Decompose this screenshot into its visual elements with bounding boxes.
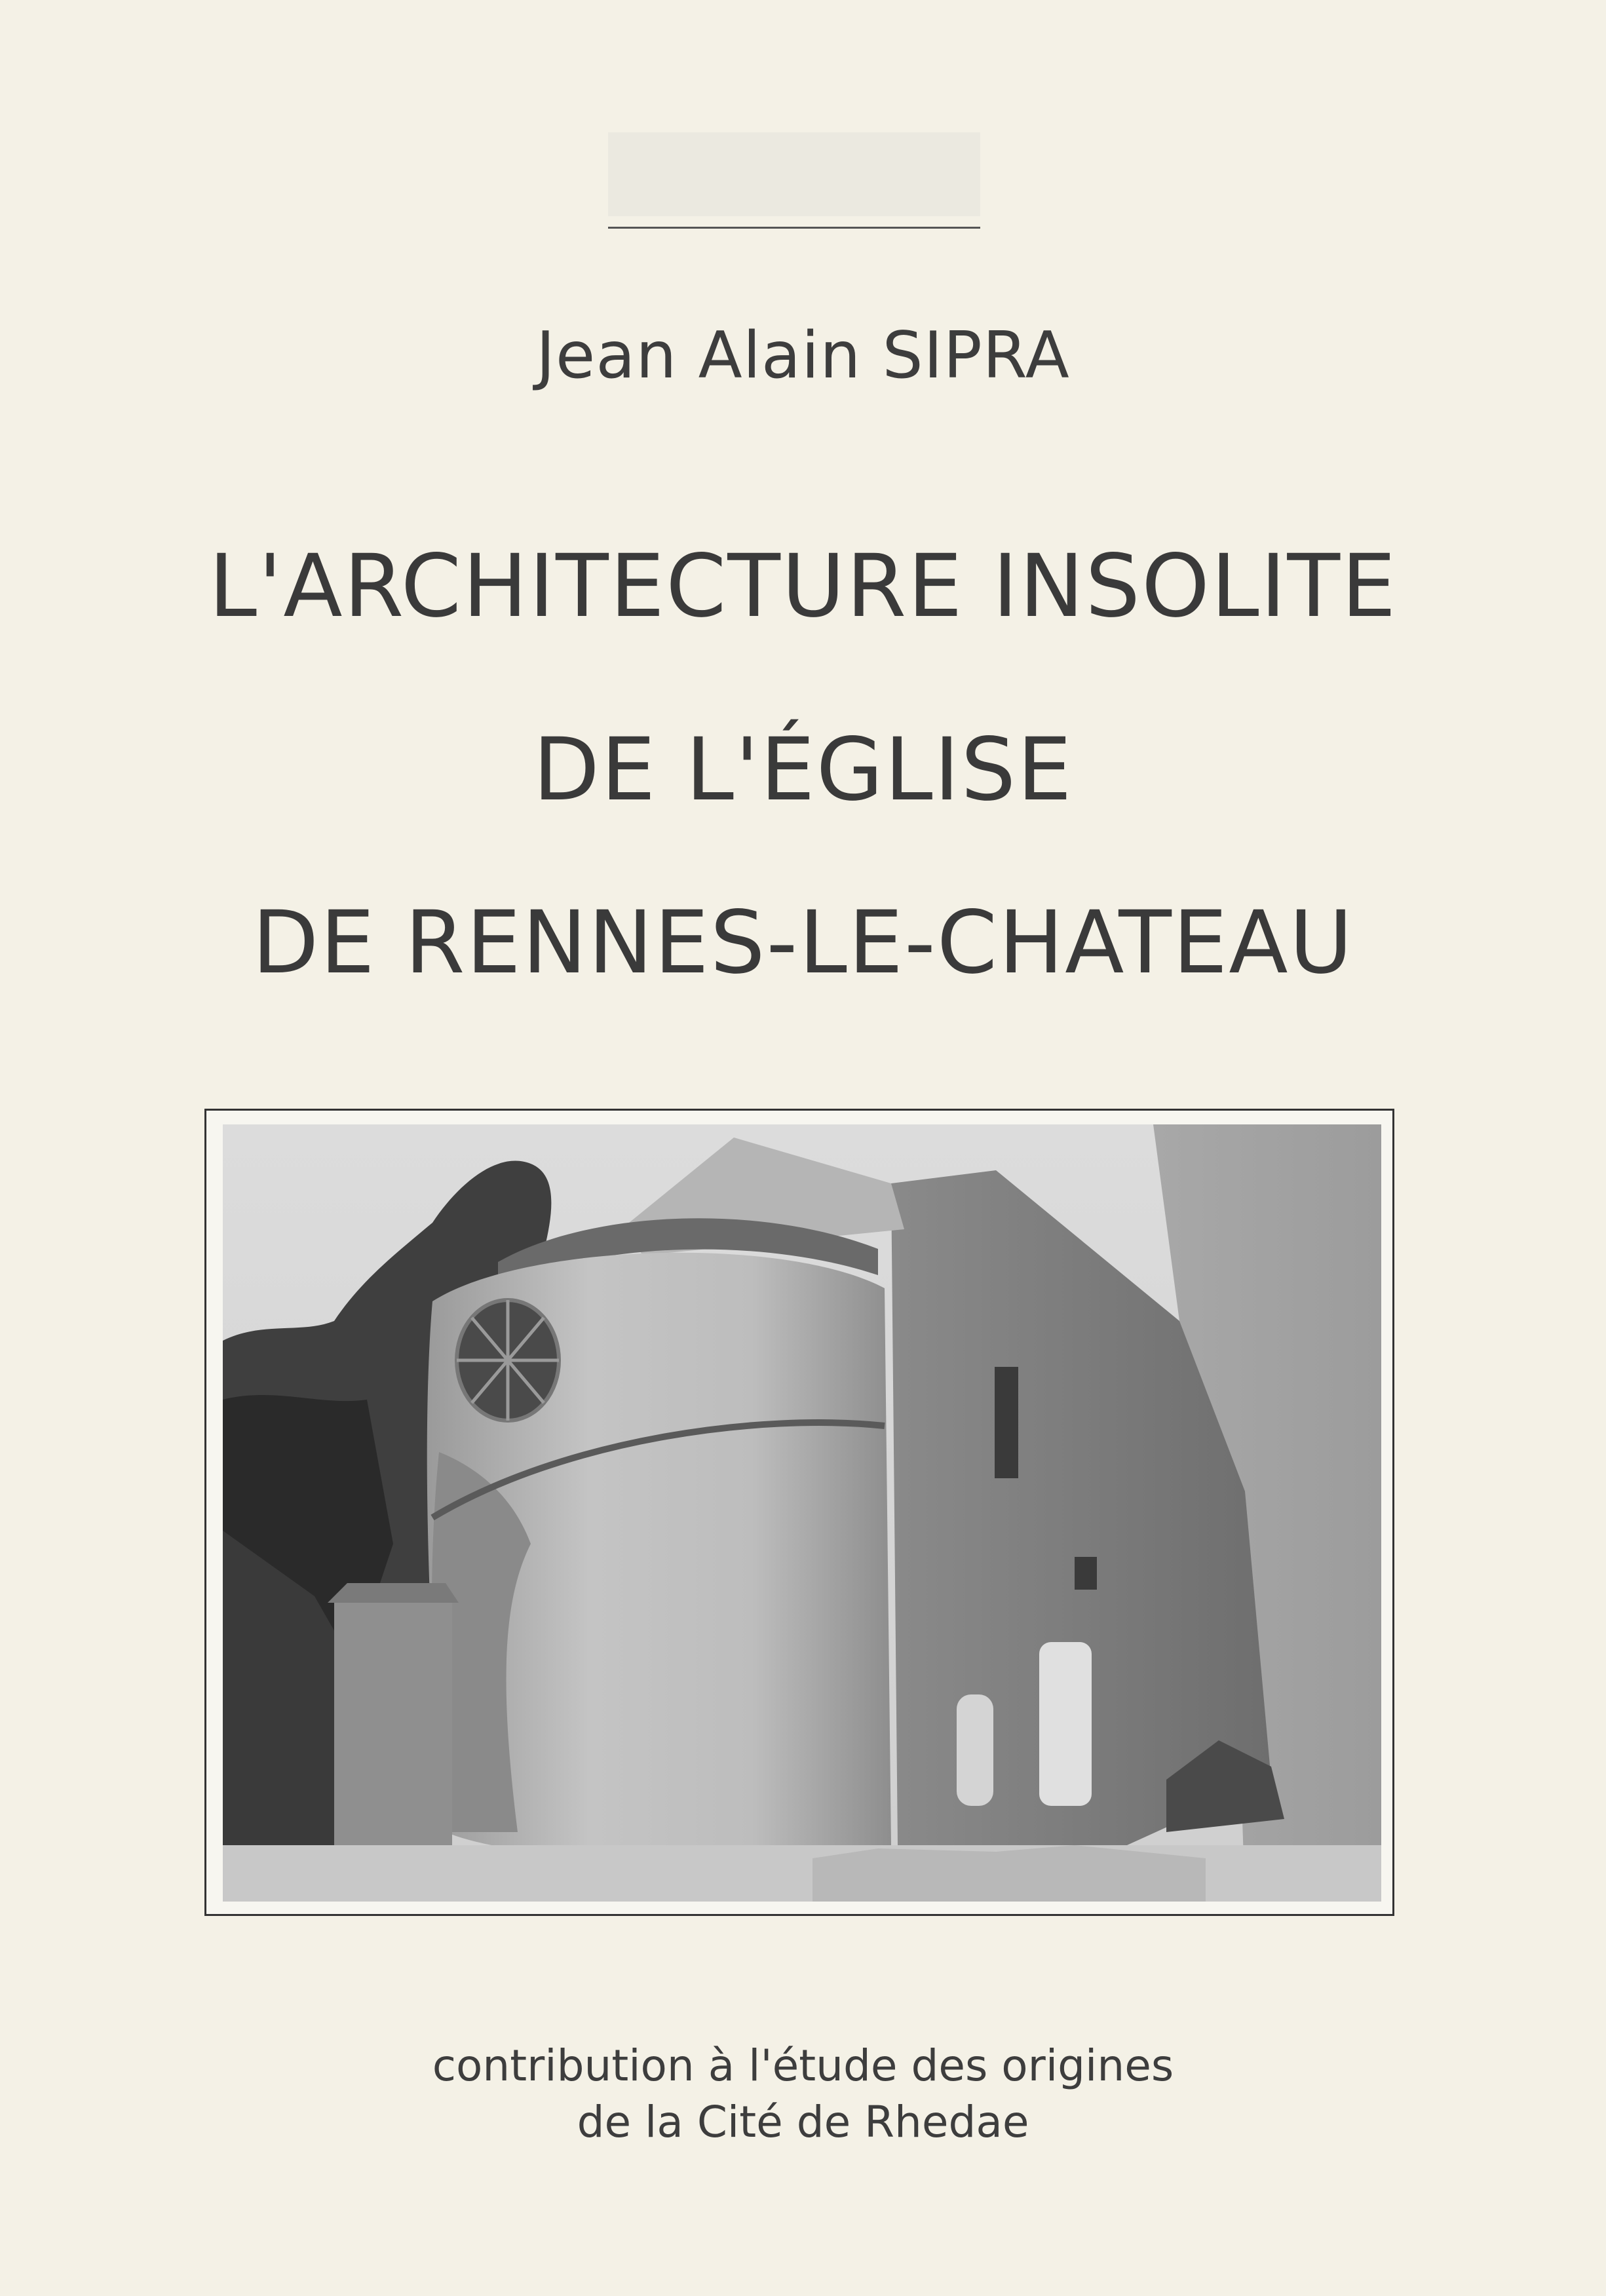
subtitle-line-2: de la Cité de Rhedae	[577, 2097, 1029, 2147]
rose-window-tracery	[457, 1300, 559, 1421]
label-underline	[608, 227, 980, 229]
ground-rubble	[813, 1845, 1206, 1902]
gravestone-left	[957, 1694, 993, 1806]
blank-label-box	[608, 132, 980, 216]
stone-pillar-top	[328, 1583, 459, 1603]
small-window	[1075, 1557, 1097, 1590]
gravestone-right	[1039, 1642, 1092, 1806]
title-line-2: DE L'ÉGLISE	[533, 719, 1073, 820]
subtitle-line-1: contribution à l'étude des origines	[432, 2040, 1174, 2091]
ground	[223, 1845, 1381, 1902]
narrow-window	[995, 1367, 1018, 1478]
title-line-1: L'ARCHITECTURE INSOLITE	[208, 536, 1398, 637]
title-line-3: DE RENNES-LE-CHATEAU	[252, 892, 1354, 993]
author-name: Jean Alain SIPRA	[536, 318, 1070, 393]
church-photograph	[223, 1124, 1381, 1902]
